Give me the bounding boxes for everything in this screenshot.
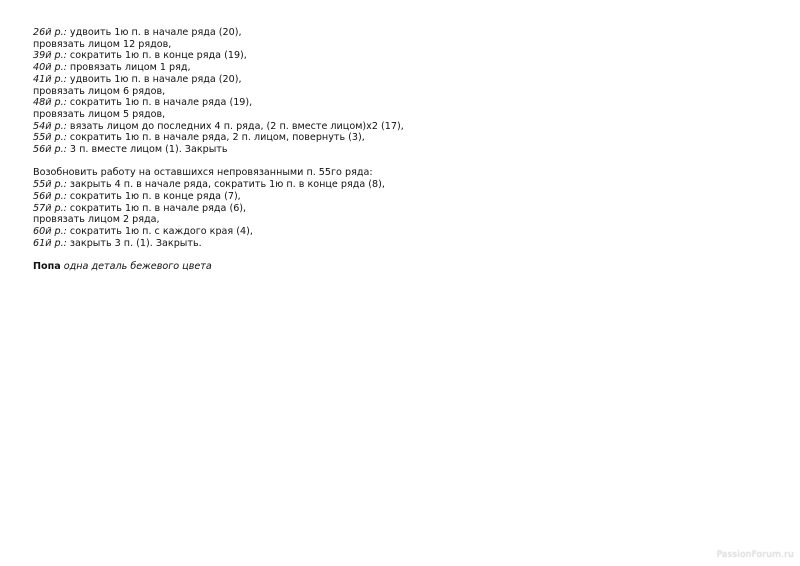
instruction-line: [33, 27, 733, 39]
instruction-line: [33, 179, 733, 191]
row-label: 48й р.:: [33, 97, 67, 109]
row-label: 26й р.:: [33, 27, 67, 38]
instruction-line: [33, 50, 733, 62]
section-description: одна деталь бежевого цвета: [60, 261, 212, 273]
instruction-line: [33, 203, 733, 215]
row-text: сократить 1ю п. в конце ряда (19),: [66, 50, 247, 62]
row-text: закрыть 4 п. в начале ряда, сократить 1ю п. в конце ряда (8),: [66, 179, 385, 191]
row-text: провязать лицом 12 рядов,: [33, 38, 172, 50]
row-text: сократить 1ю п. в начале ряда, 2 п. лицом, повернуть (3),: [66, 132, 365, 144]
instruction-line: [33, 238, 733, 250]
row-text: удвоить 1ю п. в начале ряда (20),: [66, 73, 242, 85]
row-label: 55й р.:: [33, 179, 67, 191]
row-label: 54й р.:: [33, 120, 67, 132]
instruction-line: [33, 109, 733, 121]
row-text: сократить 1ю п. в начале ряда (6),: [66, 202, 247, 214]
instruction-line: [33, 167, 733, 179]
instruction-line: [33, 226, 733, 238]
row-label: 61й р.:: [33, 237, 67, 249]
instruction-line: [33, 74, 733, 86]
row-text: удвоить 1ю п. в начале ряда (20),: [66, 27, 242, 38]
instruction-line: [33, 121, 733, 133]
instruction-line: [33, 62, 733, 74]
row-text: провязать лицом 5 рядов,: [33, 108, 166, 120]
row-label: 39й р.:: [33, 50, 67, 62]
row-text: 3 п. вместе лицом (1). Закрыть: [66, 144, 228, 156]
instruction-line: [33, 132, 733, 144]
row-label: 56й р.:: [33, 190, 67, 202]
instruction-block-2: [33, 167, 733, 249]
paragraph-gap: [33, 156, 733, 168]
row-text: провязать лицом 2 ряда,: [33, 214, 160, 226]
row-text: закрыть 3 п. (1). Закрыть.: [66, 237, 202, 249]
instruction-line: [33, 214, 733, 226]
section-heading: [33, 261, 733, 273]
row-label: 57й р.:: [33, 202, 67, 214]
instruction-line: [33, 97, 733, 109]
instruction-block-1: [33, 27, 733, 156]
row-text: сократить 1ю п. в конце ряда (7),: [66, 190, 241, 202]
row-text: провязать лицом 1 ряд,: [66, 62, 191, 74]
instruction-line: [33, 144, 733, 156]
row-text: сократить 1ю п. в начале ряда (19),: [66, 97, 253, 109]
section-title: Попа: [33, 261, 61, 273]
site-watermark: PassionForum.ru: [716, 550, 794, 560]
instruction-line: [33, 39, 733, 51]
instruction-line: [33, 86, 733, 98]
row-label: 40й р.:: [33, 62, 67, 74]
row-label: 56й р.:: [33, 144, 67, 156]
row-label: 41й р.:: [33, 73, 67, 85]
row-text: вязать лицом до последних 4 п. ряда, (2 п. вместе лицом)x2 (17),: [66, 120, 404, 132]
row-text: сократить 1ю п. с каждого края (4),: [66, 225, 253, 237]
paragraph-gap: [33, 249, 733, 261]
instruction-line: [33, 191, 733, 203]
row-text: Возобновить работу на оставшихся непровязанными п. 55го ряда:: [33, 167, 373, 179]
row-label: 60й р.:: [33, 225, 67, 237]
row-label: 55й р.:: [33, 132, 67, 144]
row-text: провязать лицом 6 рядов,: [33, 85, 166, 97]
pattern-text: [33, 27, 733, 273]
